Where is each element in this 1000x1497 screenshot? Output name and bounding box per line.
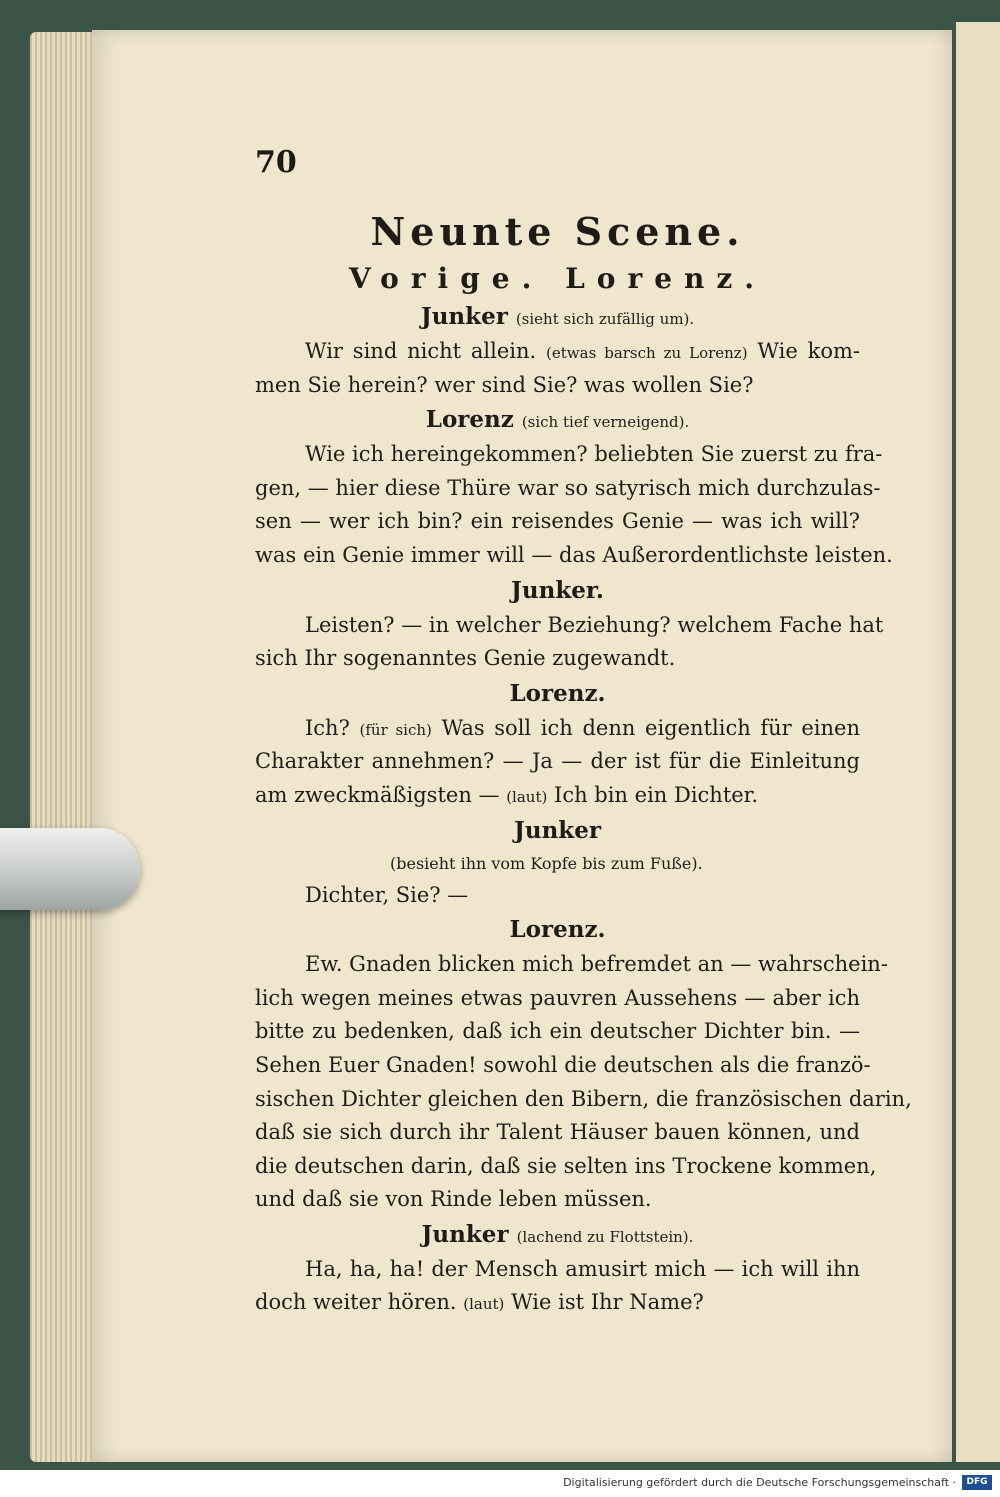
text-span: Charakter annehmen? — Ja — der ist für die Einleitung <box>255 749 860 774</box>
page-text <box>255 205 912 1320</box>
text-line <box>255 948 888 982</box>
text-line <box>255 438 883 472</box>
inline-stage-direction: (laut) <box>506 787 548 806</box>
speaker-name: Lorenz. <box>509 916 606 944</box>
text-line <box>255 1116 860 1150</box>
text-span: Ich bin ein Dichter. <box>547 782 759 807</box>
text-line <box>255 505 860 539</box>
text-span: Ha, ha, ha! der Mensch amusirt mich — ich will ihn <box>305 1256 860 1281</box>
scene-title: Neunte Scene. <box>370 209 745 254</box>
text-line <box>255 1253 860 1287</box>
text-span: daß sie sich durch ihr Talent Häuser bauen können, und <box>255 1120 860 1145</box>
inline-stage-direction: (etwas barsch zu Lorenz) <box>546 344 748 362</box>
text-span: Ich? <box>305 715 360 740</box>
text-span: Wie ist Ihr Name? <box>504 1290 704 1315</box>
text-span: Dichter, Sie? — <box>305 882 469 907</box>
text-span: lich wegen meines etwas pauvren Aussehens — aber ich <box>255 985 860 1010</box>
text-span: was ein Genie immer will — das Außerordentlichste leisten. <box>255 542 893 567</box>
stage-direction: (sieht sich zufällig um). <box>515 310 695 328</box>
text-span: bitte zu bedenken, daß ich ein deutscher Dichter bin. — <box>255 1019 860 1044</box>
adjacent-page <box>956 22 1000 1462</box>
cast-list: Vorige. Lorenz. <box>348 262 767 295</box>
text-line <box>255 1083 912 1117</box>
stage-direction: (besieht ihn vom Kopfe bis zum Fuße). <box>390 853 703 873</box>
text-span: Wie ich hereingekommen? beliebten Sie zuerst zu fra- <box>305 442 883 467</box>
text-line <box>255 1015 860 1049</box>
text-span: sen — wer ich bin? ein reisendes Genie — was ich will? <box>255 509 860 534</box>
speaker-name: Lorenz. <box>509 679 606 707</box>
stage-direction: (sich tief verneigend). <box>521 413 690 432</box>
text-line <box>255 1286 860 1320</box>
text-line <box>255 1183 860 1217</box>
speaker-heading <box>255 402 860 438</box>
text-line <box>255 642 860 676</box>
speaker-name: Junker <box>420 303 508 330</box>
text-line <box>255 369 860 403</box>
thumb <box>0 828 140 910</box>
text-span: gen, — hier diese Thüre war so satyrisch mich durchzulas- <box>255 475 881 500</box>
text-line <box>255 609 884 643</box>
footer-credit: Digitalisierung gefördert durch die Deutsche Forschungsgemeinschaft · <box>563 1476 956 1489</box>
text-line <box>255 1049 871 1083</box>
text-line <box>255 745 860 779</box>
text-line <box>255 539 893 573</box>
inline-stage-direction: (für sich) <box>359 720 432 739</box>
speaker-heading <box>255 299 860 335</box>
speaker-name: Junker <box>513 816 601 844</box>
text-line <box>255 472 881 506</box>
text-span: Was soll ich denn eigentlich für einen <box>431 715 860 740</box>
inline-stage-direction: (laut) <box>463 1295 505 1314</box>
text-span: sischen Dichter gleichen den Bibern, die französischen darin, <box>255 1086 912 1111</box>
text-line <box>255 712 860 746</box>
text-span: Wir sind nicht allein. <box>305 339 547 363</box>
text-span: Ew. Gnaden blicken mich befremdet an — wahrschein- <box>305 952 888 977</box>
text-span: Wie kom- <box>747 339 860 363</box>
text-line <box>255 1150 877 1184</box>
text-span: Leisten? — in welcher Beziehung? welchem Fache hat <box>305 612 884 637</box>
speaker-name: Junker. <box>511 576 604 604</box>
text-span: men Sie herein? wer sind Sie? was wollen Sie? <box>255 372 754 397</box>
text-span: doch weiter hören. <box>255 1290 464 1315</box>
page-number: 70 <box>255 145 297 180</box>
stage-direction: (lachend zu Flottstein). <box>516 1227 694 1246</box>
text-span: Sehen Euer Gnaden! sowohl die deutschen als die franzö- <box>255 1052 871 1077</box>
text-span: am zweckmäßigsten — <box>255 782 507 807</box>
text-line <box>255 779 860 813</box>
speaker-name: Lorenz <box>425 406 514 434</box>
dfg-logo: DFG <box>962 1475 992 1490</box>
text-span: und daß sie von Rinde leben müssen. <box>255 1187 652 1212</box>
text-line <box>255 335 860 369</box>
speaker-name: Junker <box>421 1220 509 1248</box>
text-line <box>255 879 860 913</box>
text-line <box>255 982 860 1016</box>
speaker-heading <box>255 1217 860 1253</box>
text-span: sich Ihr sogenanntes Genie zugewandt. <box>255 646 676 671</box>
text-span: die deutschen darin, daß sie selten ins Trockene kommen, <box>255 1153 877 1178</box>
